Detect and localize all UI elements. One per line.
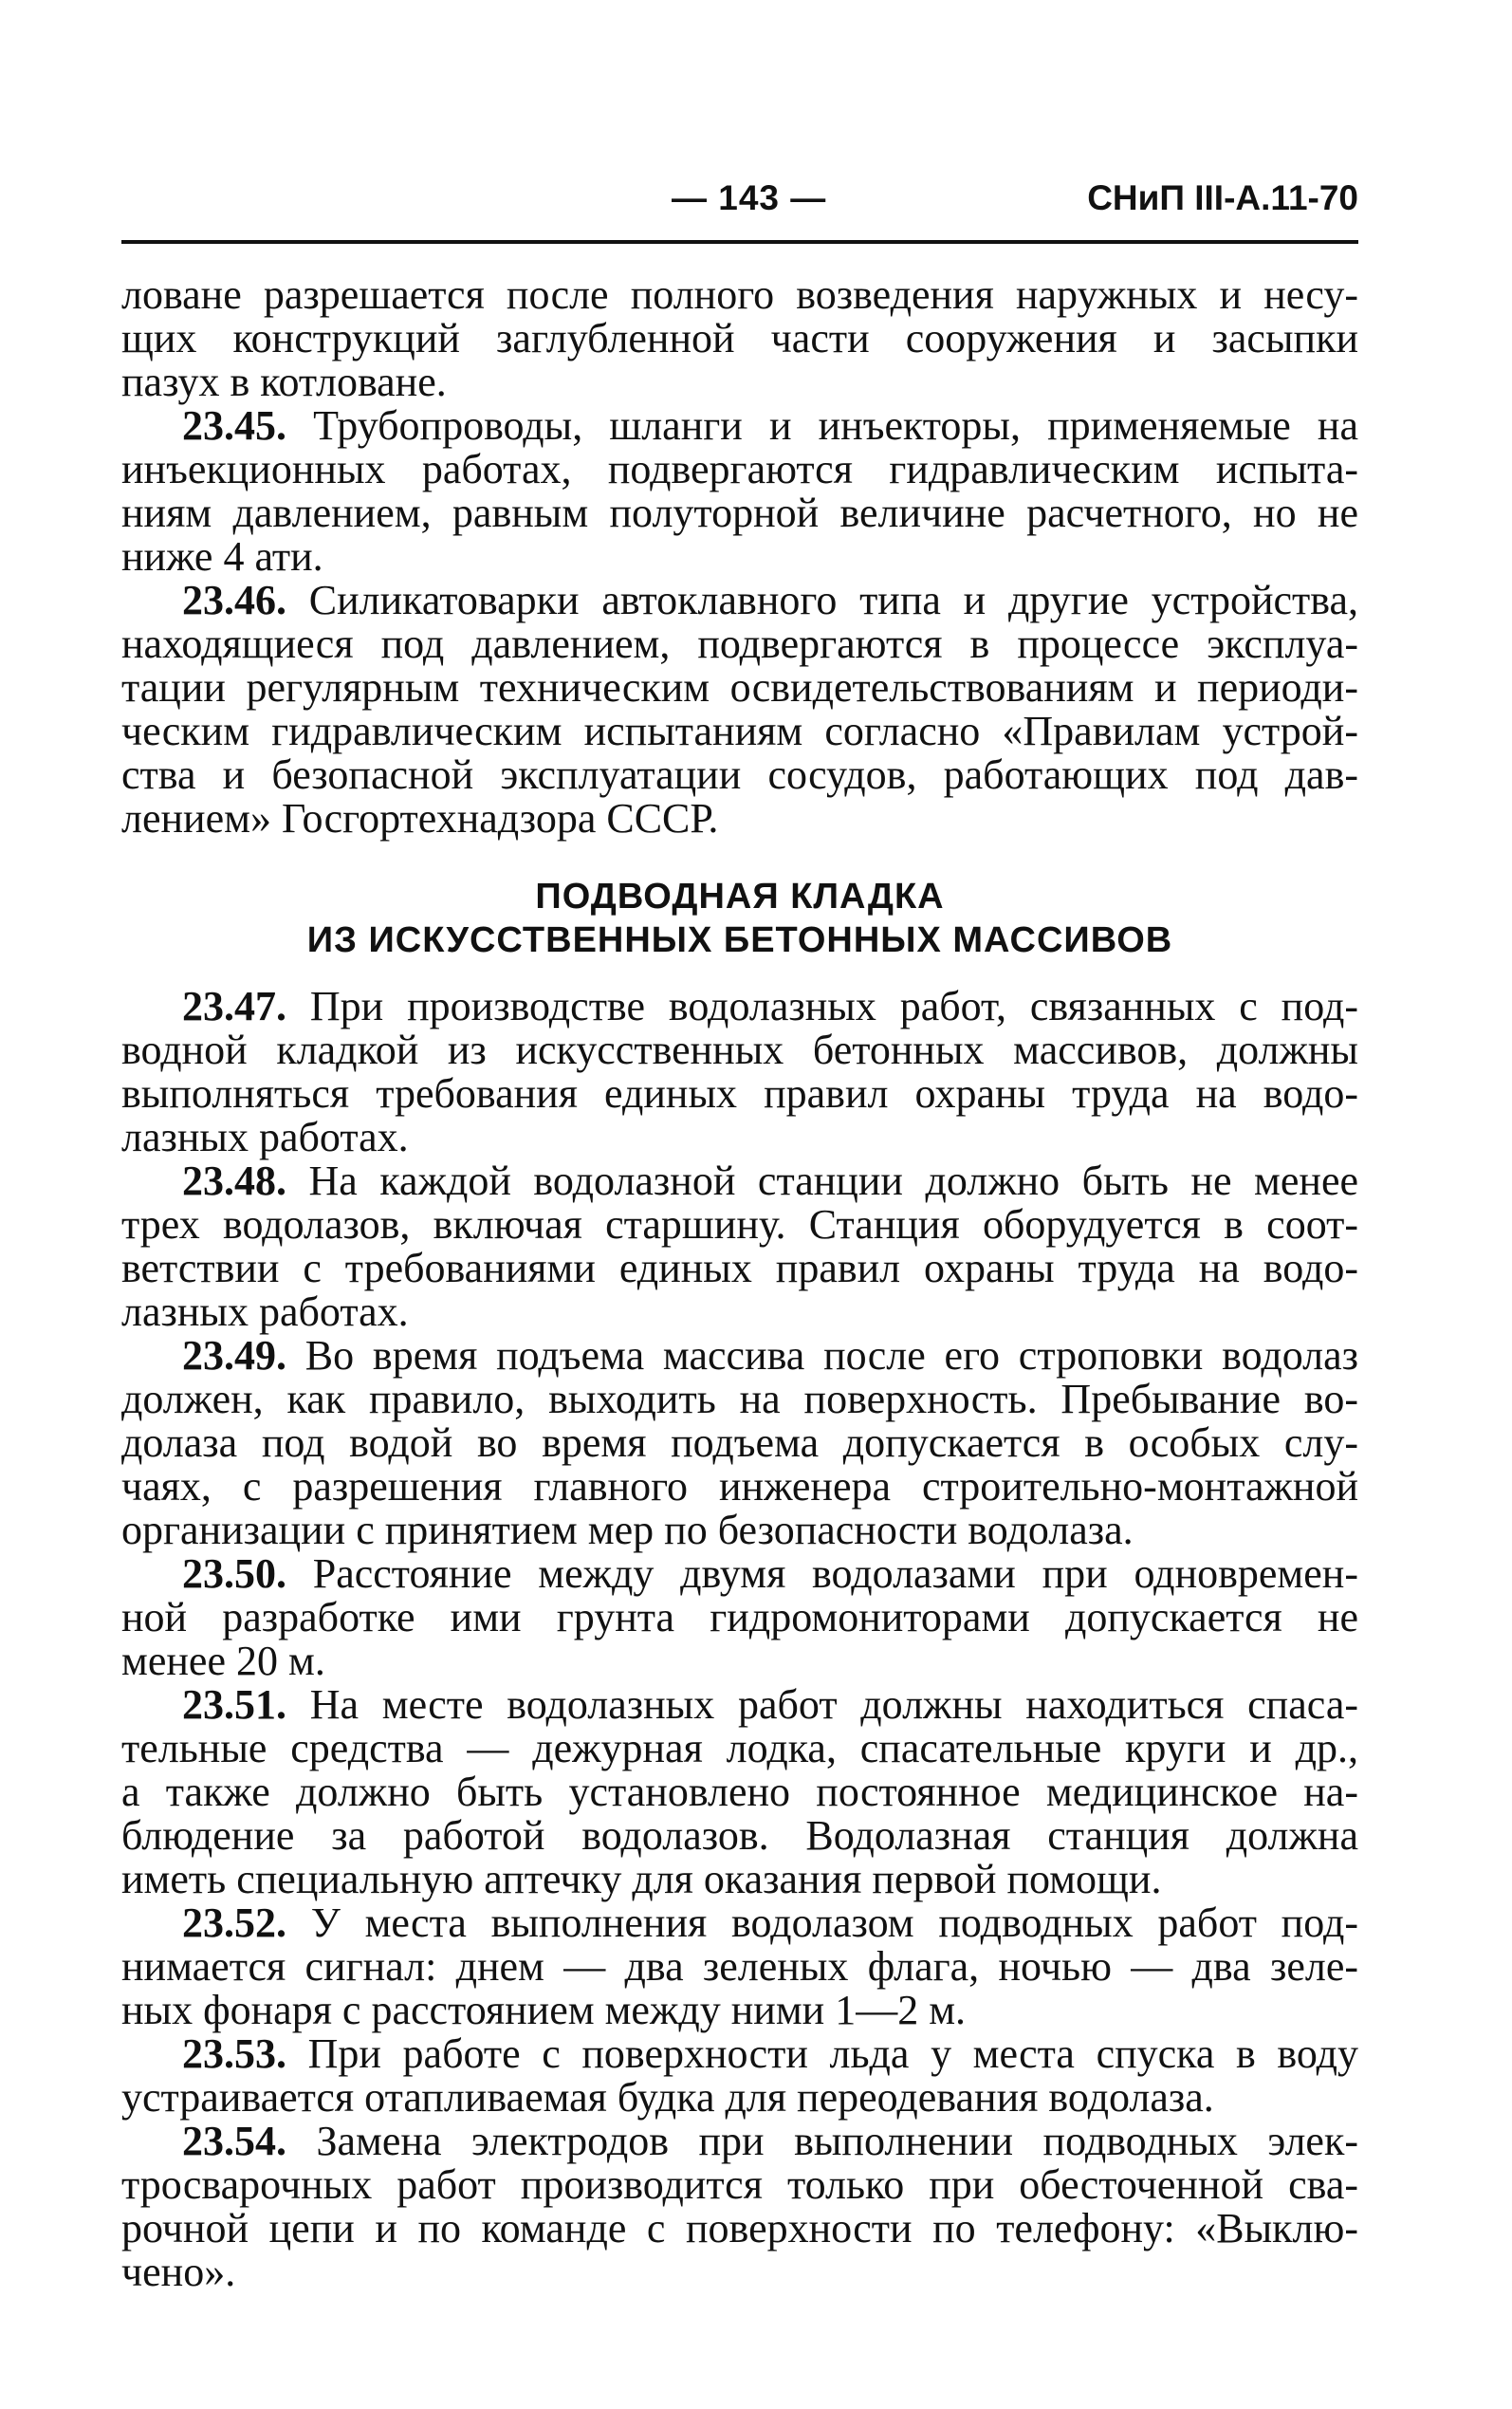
clause-23-46	[121, 579, 1358, 841]
clause-text: При производстве водолазных работ, связанных с под-	[309, 983, 1358, 1029]
text-line	[121, 1683, 1358, 1727]
clause-23-49	[121, 1334, 1358, 1552]
text-line: щих конструкций заглубленной части сооружения и засыпки	[121, 315, 1358, 361]
clause-number: 23.45.	[182, 402, 286, 449]
text-line	[121, 1159, 1358, 1203]
clause-number: 23.54.	[182, 2118, 286, 2164]
text-line	[121, 2032, 1358, 2076]
continuation-paragraph	[121, 273, 1358, 404]
clause-23-54	[121, 2120, 1358, 2294]
clause-number: 23.53.	[182, 2030, 286, 2077]
text-line: ческим гидравлическим испытаниям согласно «Правилам устрой-	[121, 708, 1358, 754]
text-line: лазных работах.	[121, 1114, 409, 1160]
text-line: менее 20 м.	[121, 1638, 325, 1684]
text-line: нимается сигнал: днем — два зеленых флага, ночью — два зеле-	[121, 1943, 1358, 1990]
text-line: чаях, с разрешения главного инженера строительно-монтажной	[121, 1463, 1358, 1510]
section-heading-line-1: ПОДВОДНАЯ КЛАДКА	[535, 877, 945, 917]
text-line	[121, 1334, 1358, 1378]
clause-23-50	[121, 1552, 1358, 1683]
clause-number: 23.51.	[182, 1681, 286, 1728]
text-line: ных фонаря с расстоянием между ними 1—2 м.	[121, 1987, 967, 2033]
clause-text: Трубопроводы, шланги и инъекторы, применяемые на	[313, 402, 1358, 449]
clause-number: 23.49.	[182, 1332, 286, 1379]
text-line: ниже 4 ати.	[121, 533, 323, 580]
text-line: трех водолазов, включая старшину. Станция оборудуется в соот-	[121, 1201, 1358, 1248]
clause-text: На каждой водолазной станции должно быть не менее	[308, 1158, 1358, 1204]
clause-text: При работе с поверхности льда у места спуска в воду	[307, 2030, 1358, 2077]
text-line	[121, 985, 1358, 1028]
text-line: рочной цепи и по команде с поверхности по телефону: «Выклю-	[121, 2205, 1358, 2251]
text-line: должен, как правило, выходить на поверхность. Пребывание во-	[121, 1376, 1358, 1422]
clause-23-45	[121, 404, 1358, 579]
clause-text: Расстояние между двумя водолазами при одновремен-	[312, 1550, 1358, 1597]
text-line	[121, 1901, 1358, 1945]
text-line	[121, 2120, 1358, 2163]
text-line: тросварочных работ производится только при обесточенной сва-	[121, 2161, 1358, 2208]
text-line: иметь специальную аптечку для оказания первой помощи.	[121, 1856, 1162, 1902]
clause-number: 23.50.	[182, 1550, 286, 1597]
header-rule	[121, 240, 1358, 244]
section-heading-line-2: ИЗ ИСКУССТВЕННЫХ БЕТОННЫХ МАССИВОВ	[306, 920, 1173, 960]
clause-number: 23.47.	[182, 983, 286, 1029]
text-line: ниям давлением, равным полуторной величине расчетного, но не	[121, 490, 1358, 536]
clause-23-51	[121, 1683, 1358, 1901]
section-heading	[121, 875, 1358, 962]
text-line: лением» Госгортехнадзора СССР.	[121, 795, 719, 842]
clause-text: Во время подъема массива после его строповки водолаз	[304, 1332, 1359, 1379]
clause-text: Силикатоварки автоклавного типа и другие устройства,	[308, 577, 1358, 623]
text-line: ловане разрешается после полного возведения наружных и несу-	[121, 271, 1358, 318]
text-line: находящиеся под давлением, подвергаются в процессе эксплуа-	[121, 621, 1358, 667]
clause-23-52	[121, 1901, 1358, 2032]
text-line: тельные средства — дежурная лодка, спасательные круги и др.,	[121, 1725, 1358, 1771]
text-line: организации с принятием мер по безопасности водолаза.	[121, 1507, 1134, 1553]
clause-text: У места выполнения водолазом подводных работ под-	[310, 1899, 1359, 1946]
text-line: ной разработке ими грунта гидромониторами допускается не	[121, 1594, 1358, 1640]
text-line: пазух в котловане.	[121, 359, 447, 405]
text-line: ветствии с требованиями единых правил охраны труда на водо-	[121, 1245, 1358, 1291]
clause-23-53	[121, 2032, 1358, 2120]
clause-text: Замена электродов при выполнении подводных элек-	[316, 2118, 1358, 2164]
text-line: устраивается отапливаемая будка для переодевания водолаза.	[121, 2074, 1214, 2121]
page-header	[121, 178, 1358, 239]
text-line: а также должно быть установлено постоянное медицинское на-	[121, 1769, 1358, 1815]
text-line: ства и безопасной эксплуатации сосудов, работающих под дав-	[121, 751, 1358, 798]
clause-number: 23.48.	[182, 1158, 286, 1204]
text-line: долаза под водой во время подъема допускается в особых слу-	[121, 1419, 1358, 1466]
clause-text: На месте водолазных работ должны находиться спаса-	[309, 1681, 1358, 1728]
text-line: инъекционных работах, подвергаются гидравлическим испыта-	[121, 446, 1358, 492]
page-body	[121, 273, 1358, 2294]
text-line: тации регулярным техническим освидетельствованиям и периоди-	[121, 664, 1358, 711]
clause-number: 23.52.	[182, 1899, 286, 1946]
text-line: блюдение за работой водолазов. Водолазная станция должна	[121, 1812, 1358, 1859]
text-line: чено».	[121, 2249, 236, 2295]
clause-23-47	[121, 985, 1358, 1159]
text-line: выполняться требования единых правил охраны труда на водо-	[121, 1070, 1358, 1117]
text-line	[121, 579, 1358, 622]
clause-number: 23.46.	[182, 577, 286, 623]
document-code: СНиП III-А.11-70	[1087, 178, 1358, 217]
clause-23-48	[121, 1159, 1358, 1334]
text-line	[121, 1552, 1358, 1596]
text-line: лазных работах.	[121, 1288, 409, 1335]
text-line	[121, 404, 1358, 448]
page-number: — 143 —	[672, 178, 827, 217]
text-line: водной кладкой из искусственных бетонных массивов, должны	[121, 1027, 1358, 1073]
